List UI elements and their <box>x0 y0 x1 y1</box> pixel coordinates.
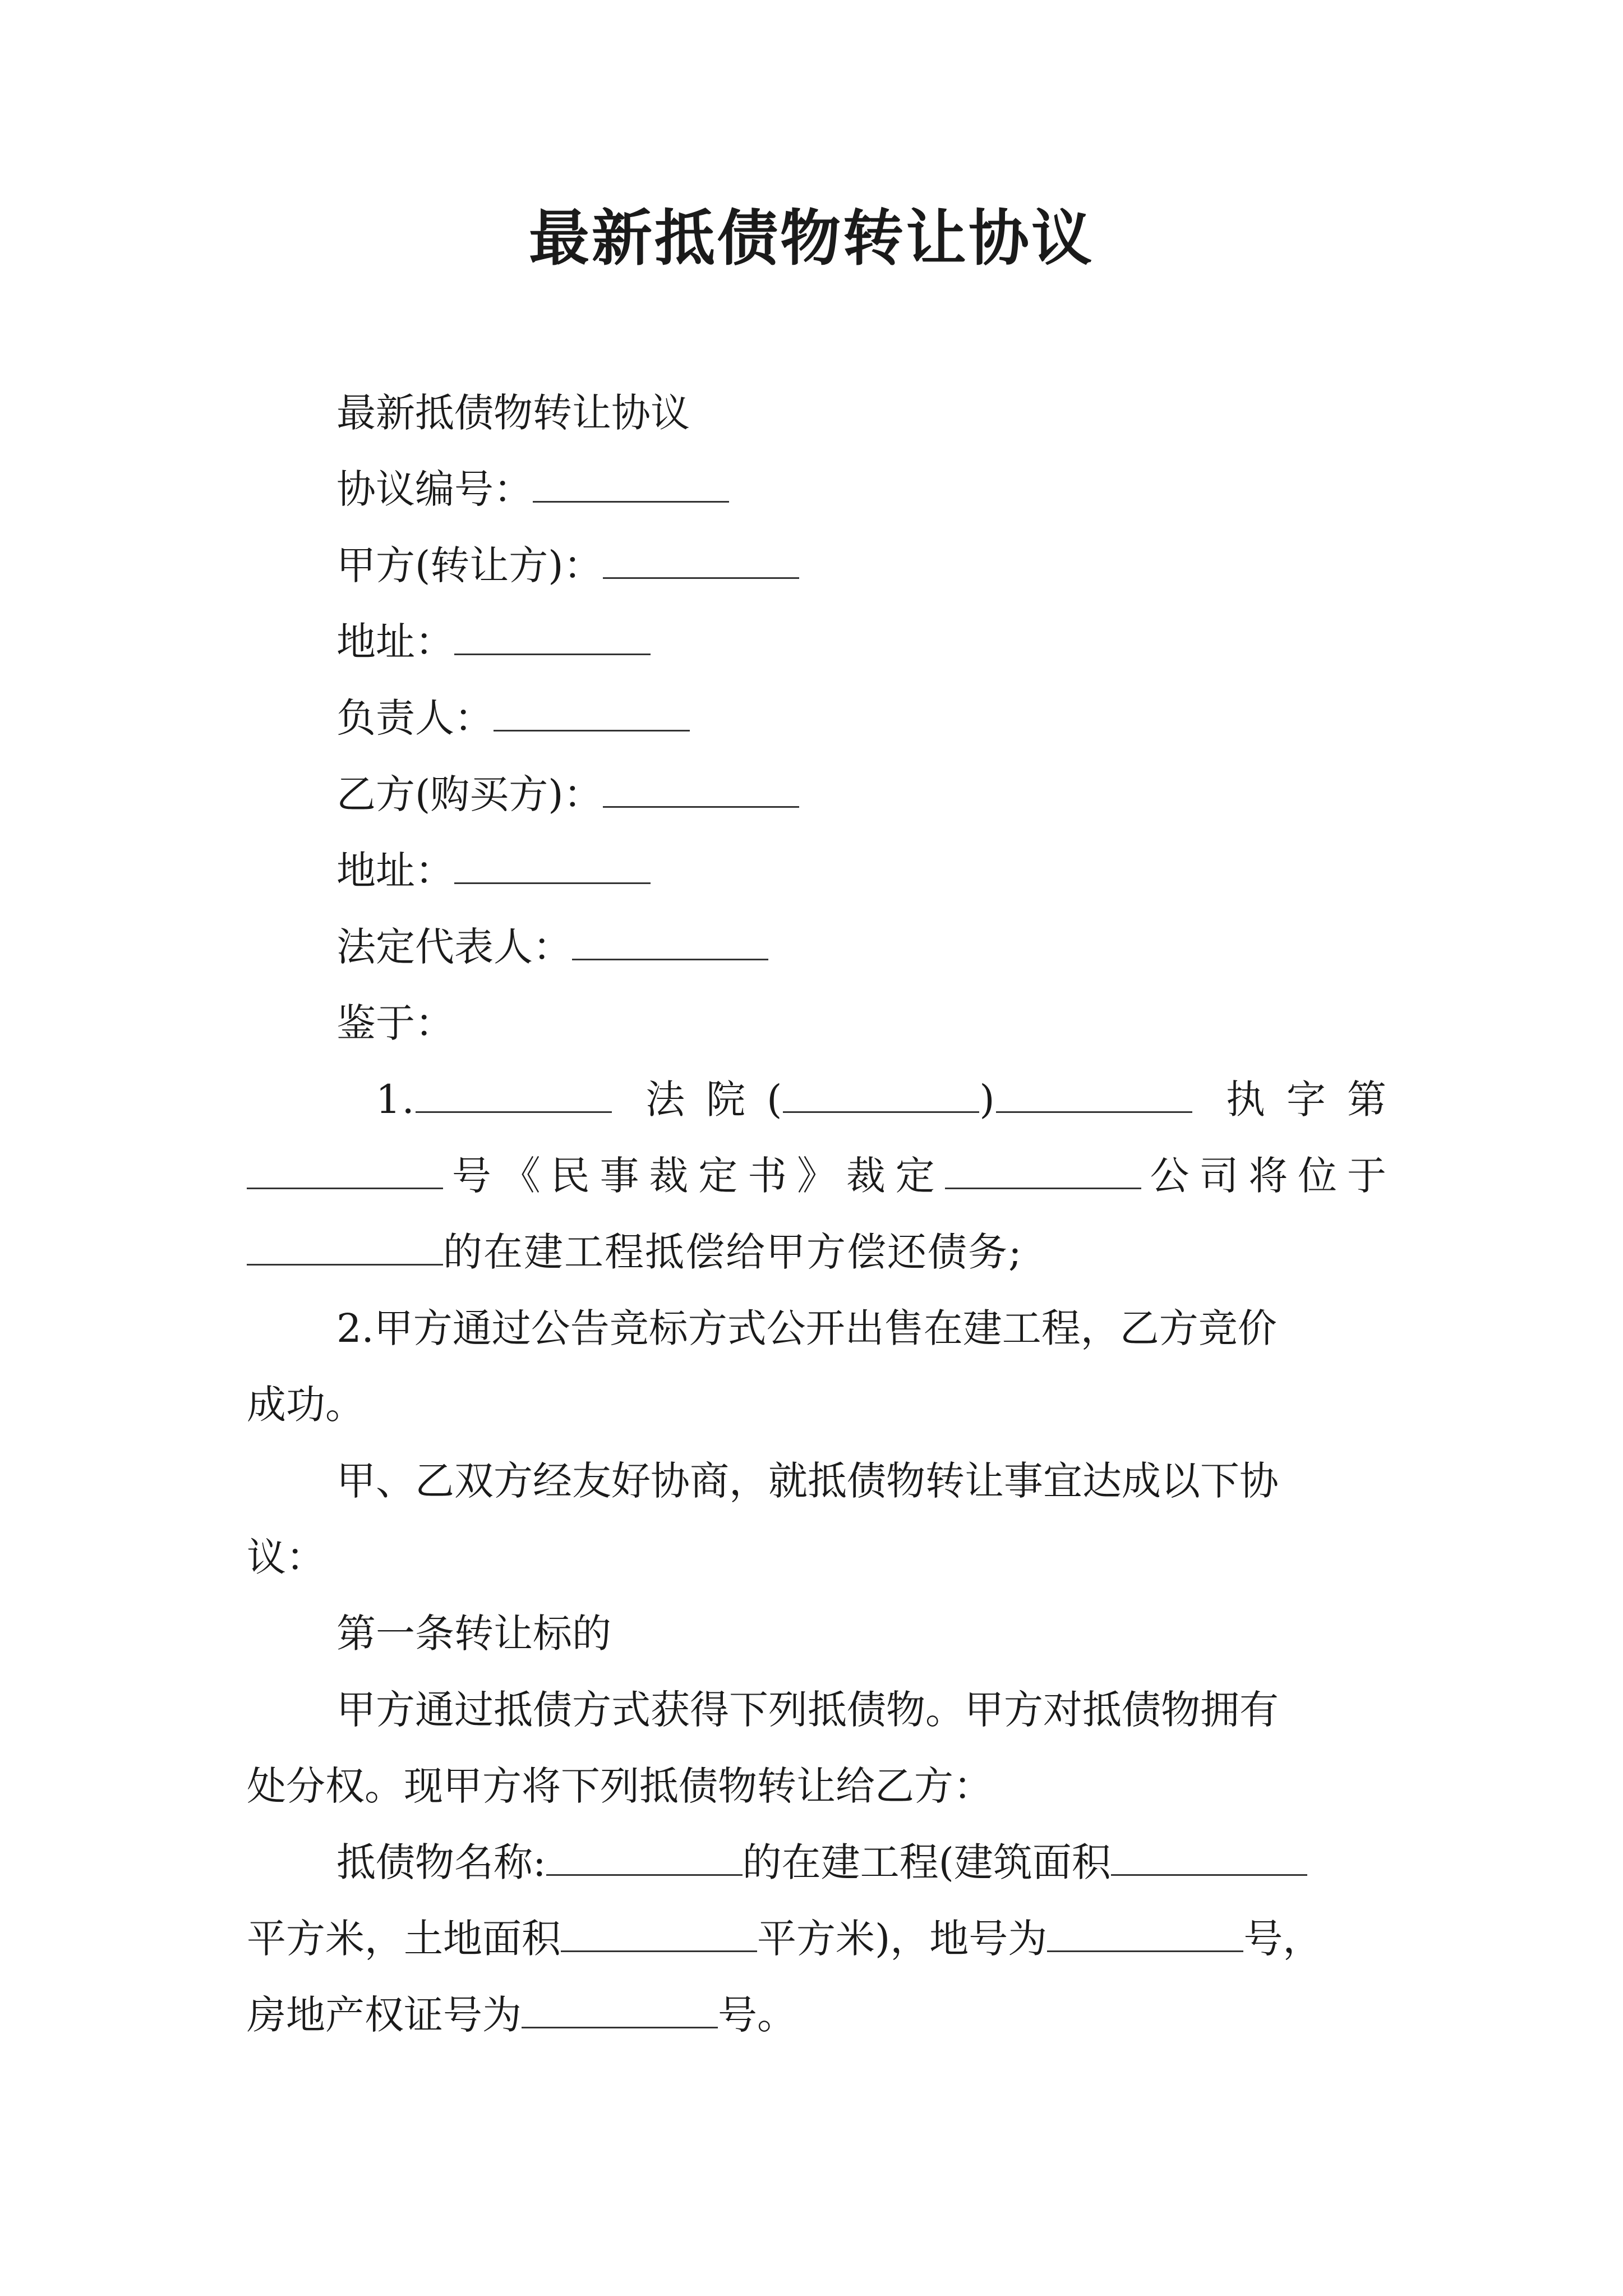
item1-blank-num <box>247 1154 443 1189</box>
item1-blank-court <box>416 1078 612 1113</box>
asset-blank-name <box>546 1841 743 1876</box>
asset-name-label: 抵债物名称: <box>336 1839 546 1885</box>
address-a-label: 地址： <box>336 619 454 665</box>
item1-blank-year <box>783 1078 979 1113</box>
party-a-label: 甲方(转让方)： <box>336 542 603 588</box>
party-b-blank <box>603 772 799 808</box>
agreement-no-label: 协议编号： <box>336 466 533 512</box>
address-a-line <box>247 604 1387 680</box>
asset-cert: 房地产权证号为 <box>247 1992 522 2038</box>
address-a-blank <box>454 620 651 655</box>
person-in-charge-label: 负责人： <box>336 695 494 741</box>
asset-blank-cert <box>522 1993 718 2028</box>
asset-sqm1: 平方米，土地面积 <box>247 1916 561 1962</box>
asset-blank-area <box>1111 1841 1307 1876</box>
asset-line3 <box>247 1977 1387 2053</box>
item1-blank-company <box>945 1154 1141 1189</box>
address-b-blank <box>454 849 651 884</box>
asset-end: 号。 <box>718 1992 796 2038</box>
document-title: 最新抵债物转让协议 <box>528 203 1094 274</box>
legal-rep-label: 法定代表人： <box>336 924 572 970</box>
asset-blank-lot <box>1047 1917 1243 1952</box>
asset-line2 <box>247 1901 1387 1977</box>
item1-num: 1. <box>376 1076 416 1122</box>
item1-line3 <box>247 1214 1387 1290</box>
address-b-line <box>247 832 1387 909</box>
document-body <box>247 375 1387 2053</box>
item1-blank-ref <box>996 1078 1192 1113</box>
item1-ruling: 号《民事裁定书》裁定 <box>443 1153 945 1199</box>
person-in-charge-line <box>247 680 1387 756</box>
article1-heading: 第一条转让标的 <box>336 1611 611 1657</box>
party-a-line <box>247 527 1387 604</box>
legal-rep-blank <box>572 925 768 960</box>
article1-para-line1: 甲方通过抵债方式获得下列抵债物。甲方对抵债物拥有 <box>336 1687 1279 1733</box>
item1-line2 <box>247 1138 1387 1214</box>
item1-blank-location <box>247 1230 443 1266</box>
party-b-label: 乙方(购买方)： <box>336 771 603 817</box>
asset-blank-land <box>561 1917 757 1952</box>
subtitle-line: 最新抵债物转让协议 <box>336 390 690 436</box>
party-a-blank <box>603 544 799 579</box>
item1-rest: 的在建工程抵偿给甲方偿还债务; <box>443 1229 1023 1275</box>
asset-line1 <box>247 1824 1387 1901</box>
address-b-label: 地址： <box>336 848 454 894</box>
item2-line1: 2.甲方通过公告竞标方式公开出售在建工程，乙方竞价 <box>336 1305 1277 1351</box>
consult-line1: 甲、乙双方经友好协商，就抵债物转让事宜达成以下协 <box>336 1458 1279 1504</box>
asset-sqm2: 平方米)，地号为 <box>757 1916 1048 1962</box>
item2-line2: 成功。 <box>247 1382 365 1428</box>
agreement-no-blank <box>533 467 729 503</box>
asset-project: 的在建工程(建筑面积 <box>742 1839 1111 1885</box>
whereas-line: 鉴于： <box>336 1000 454 1046</box>
asset-hao: 号， <box>1243 1916 1322 1962</box>
item1-line1 <box>247 1061 1387 1138</box>
article1-para-line2: 处分权。现甲方将下列抵债物转让给乙方： <box>247 1763 993 1809</box>
legal-rep-line <box>247 909 1387 985</box>
consult-line2: 议： <box>247 1534 325 1580</box>
party-b-line <box>247 756 1387 832</box>
agreement-no-line <box>247 451 1387 527</box>
item1-zhizi: 执字第 <box>1225 1076 1387 1122</box>
person-in-charge-blank <box>494 696 690 731</box>
item1-close: ) <box>979 1076 996 1122</box>
item1-company: 公司将位于 <box>1141 1153 1387 1199</box>
item1-court: 法院( <box>645 1076 783 1122</box>
